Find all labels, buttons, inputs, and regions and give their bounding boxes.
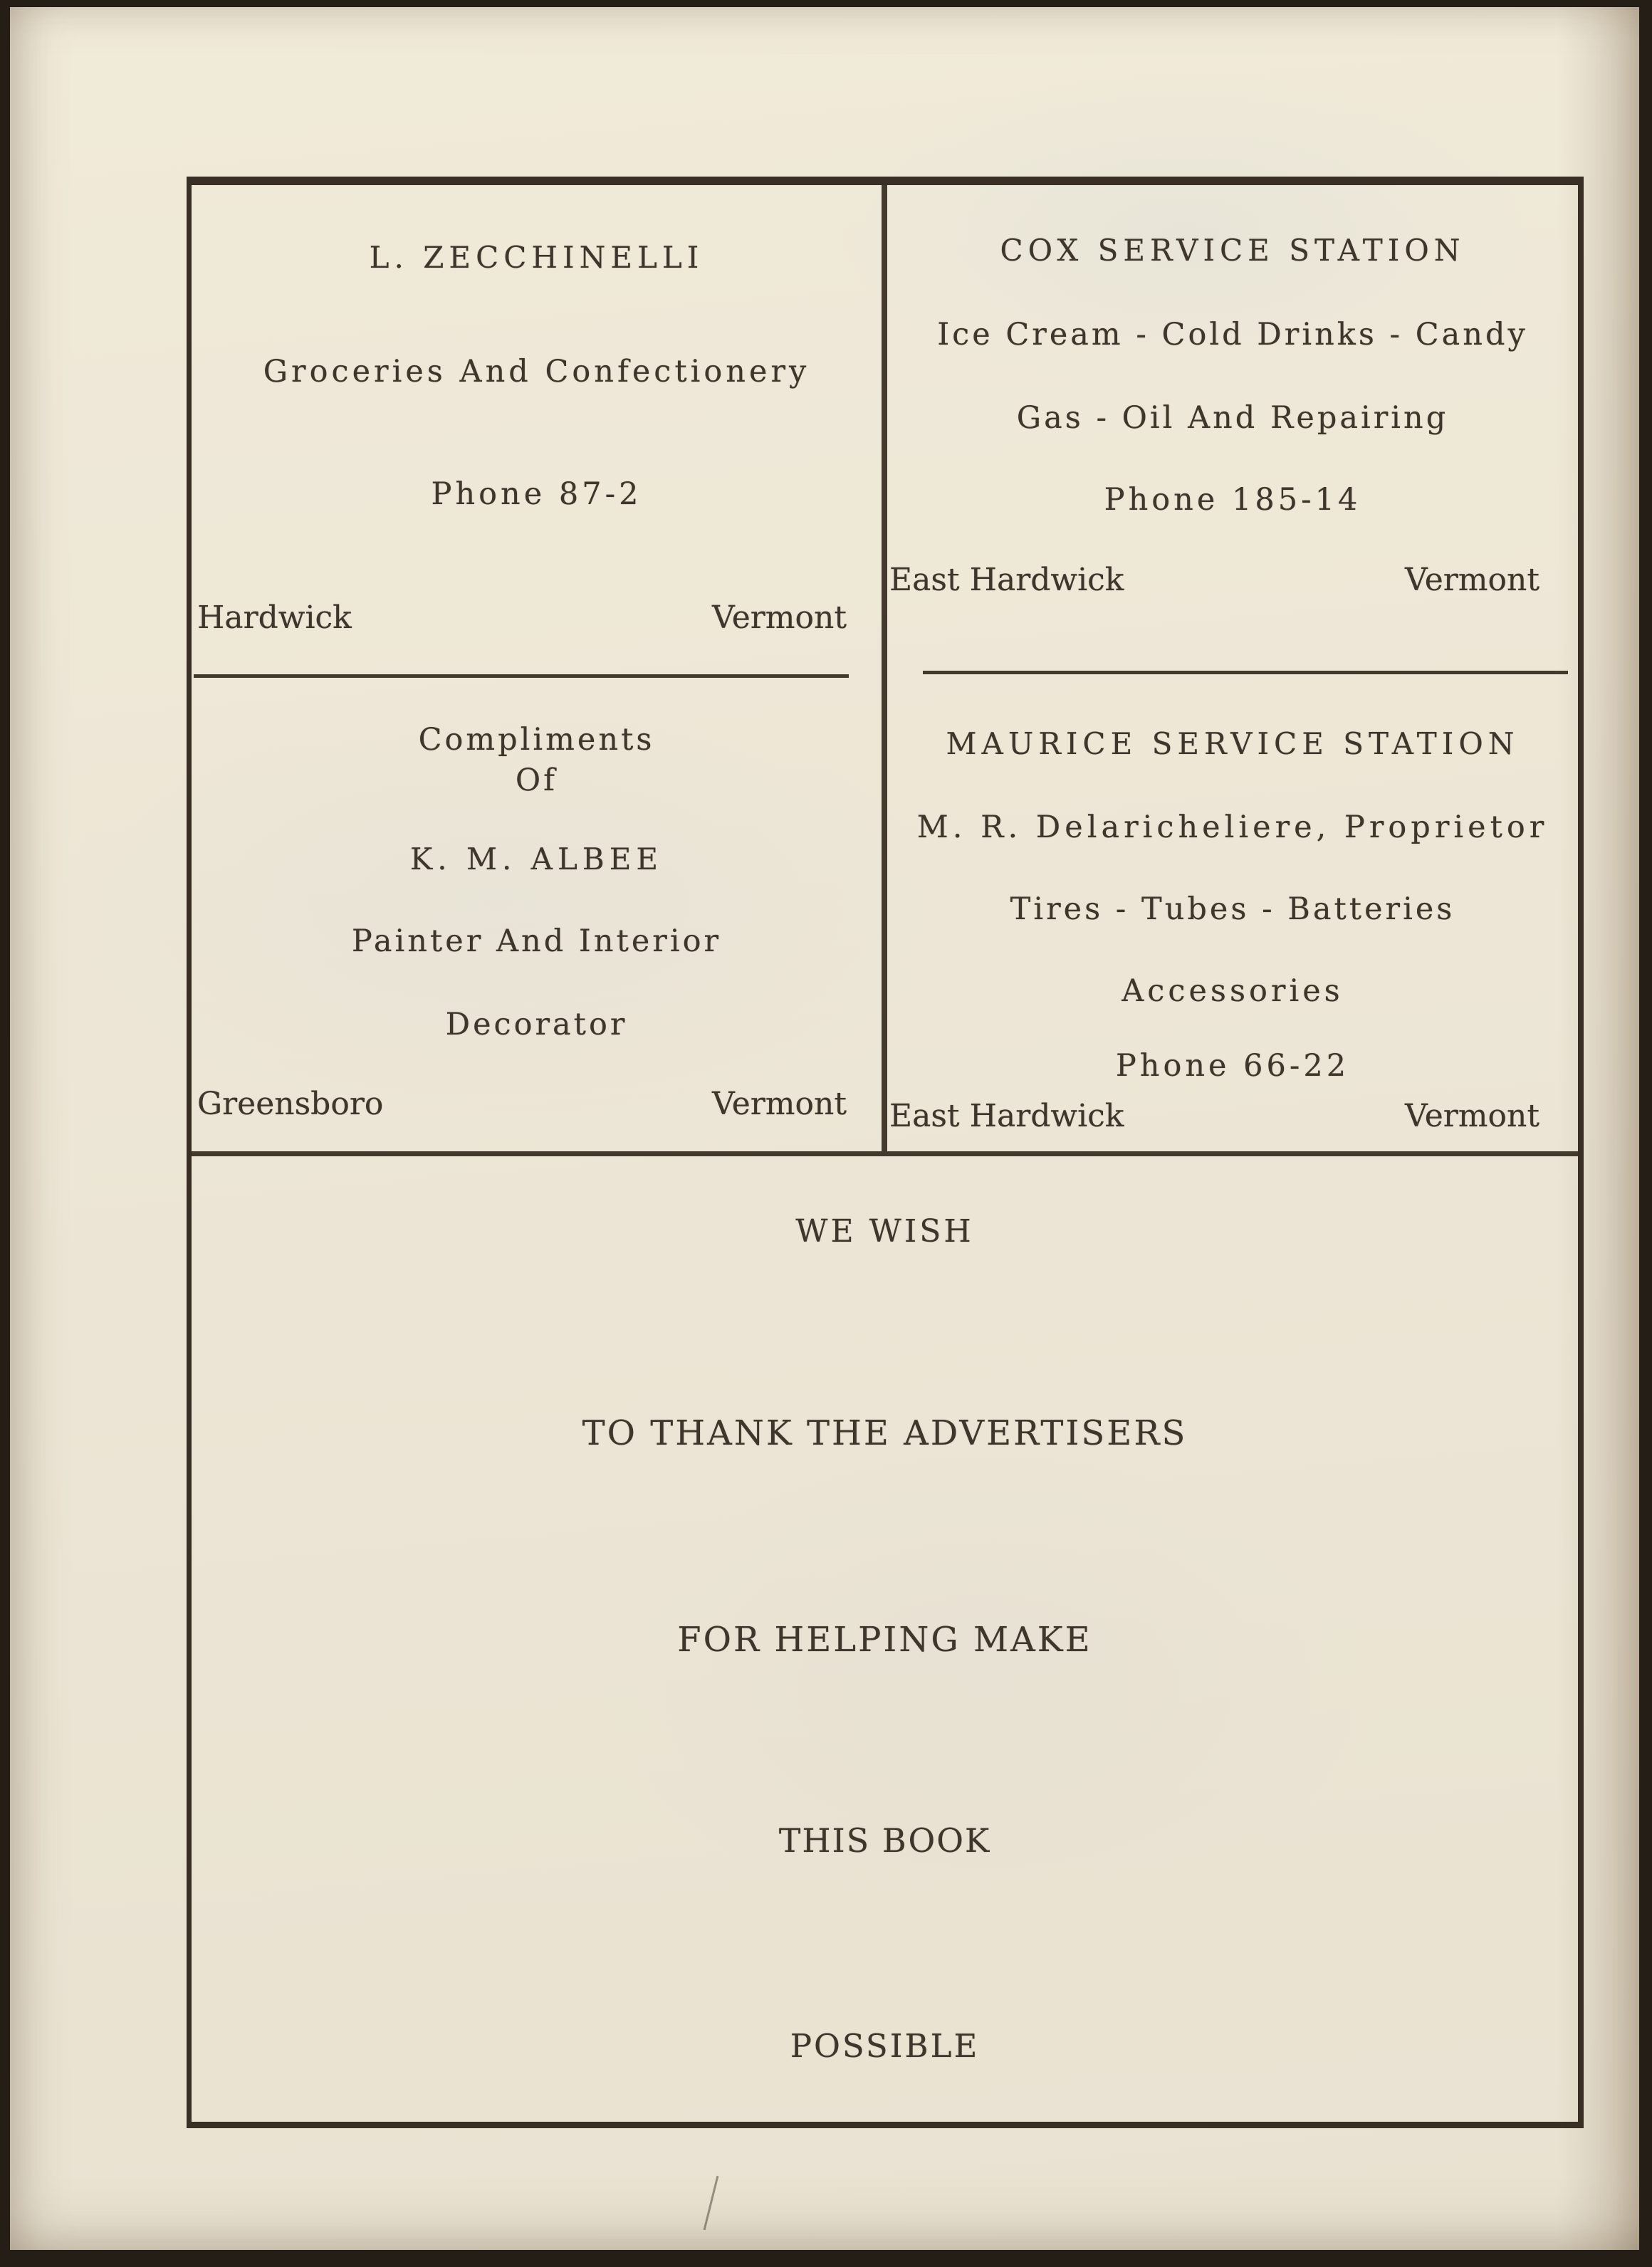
compliments-line: Compliments bbox=[418, 722, 655, 758]
city-state-row bbox=[889, 562, 1539, 598]
compliments-line: Of bbox=[515, 763, 558, 798]
business-name: COX SERVICE STATION bbox=[1000, 233, 1465, 268]
state: Vermont bbox=[1404, 562, 1539, 598]
city: East Hardwick bbox=[889, 562, 1124, 598]
business-tagline: Accessories bbox=[1122, 973, 1344, 1009]
city: East Hardwick bbox=[889, 1098, 1124, 1134]
business-tagline: Tires - Tubes - Batteries bbox=[1010, 891, 1455, 927]
closing-line: TO THANK THE ADVERTISERS bbox=[582, 1413, 1188, 1453]
closing-line: POSSIBLE bbox=[790, 2027, 980, 2065]
closing-line: FOR HELPING MAKE bbox=[677, 1620, 1092, 1660]
phone-line: Phone 66-22 bbox=[1115, 1048, 1350, 1084]
city-state-row bbox=[197, 602, 847, 634]
city-state-row bbox=[889, 1098, 1539, 1134]
city: Hardwick bbox=[197, 600, 352, 636]
left-column-divider-rule bbox=[194, 674, 849, 678]
right-column-divider-rule bbox=[923, 671, 1568, 674]
business-name: L. ZECCHINELLI bbox=[369, 240, 704, 275]
business-tagline: Decorator bbox=[445, 1007, 628, 1042]
business-tagline: Groceries And Confectionery bbox=[263, 354, 810, 389]
business-name: MAURICE SERVICE STATION bbox=[946, 726, 1520, 761]
closing-line: THIS BOOK bbox=[778, 1821, 991, 1860]
proprietor-line: M. R. Delaricheliere, Proprietor bbox=[916, 810, 1549, 845]
phone-line: Phone 87-2 bbox=[431, 476, 642, 512]
state: Vermont bbox=[711, 600, 847, 636]
business-tagline: Gas - Oil And Repairing bbox=[1016, 400, 1449, 436]
pen-scratch-mark bbox=[704, 2176, 719, 2230]
business-name: K. M. ALBEE bbox=[409, 842, 664, 876]
state: Vermont bbox=[1404, 1098, 1539, 1134]
city-state-row bbox=[197, 1086, 847, 1122]
business-tagline: Painter And Interior bbox=[351, 923, 722, 959]
business-tagline: Ice Cream - Cold Drinks - Candy bbox=[937, 317, 1528, 352]
city: Greensboro bbox=[197, 1086, 384, 1122]
state: Vermont bbox=[711, 1086, 847, 1122]
paper-page bbox=[10, 7, 1639, 2250]
phone-line: Phone 185-14 bbox=[1104, 482, 1361, 518]
advertisement-grid-border bbox=[187, 177, 1584, 2128]
column-divider-rule bbox=[882, 185, 887, 1156]
section-divider-rule bbox=[192, 1151, 1578, 1156]
closing-line: WE WISH bbox=[795, 1213, 974, 1250]
